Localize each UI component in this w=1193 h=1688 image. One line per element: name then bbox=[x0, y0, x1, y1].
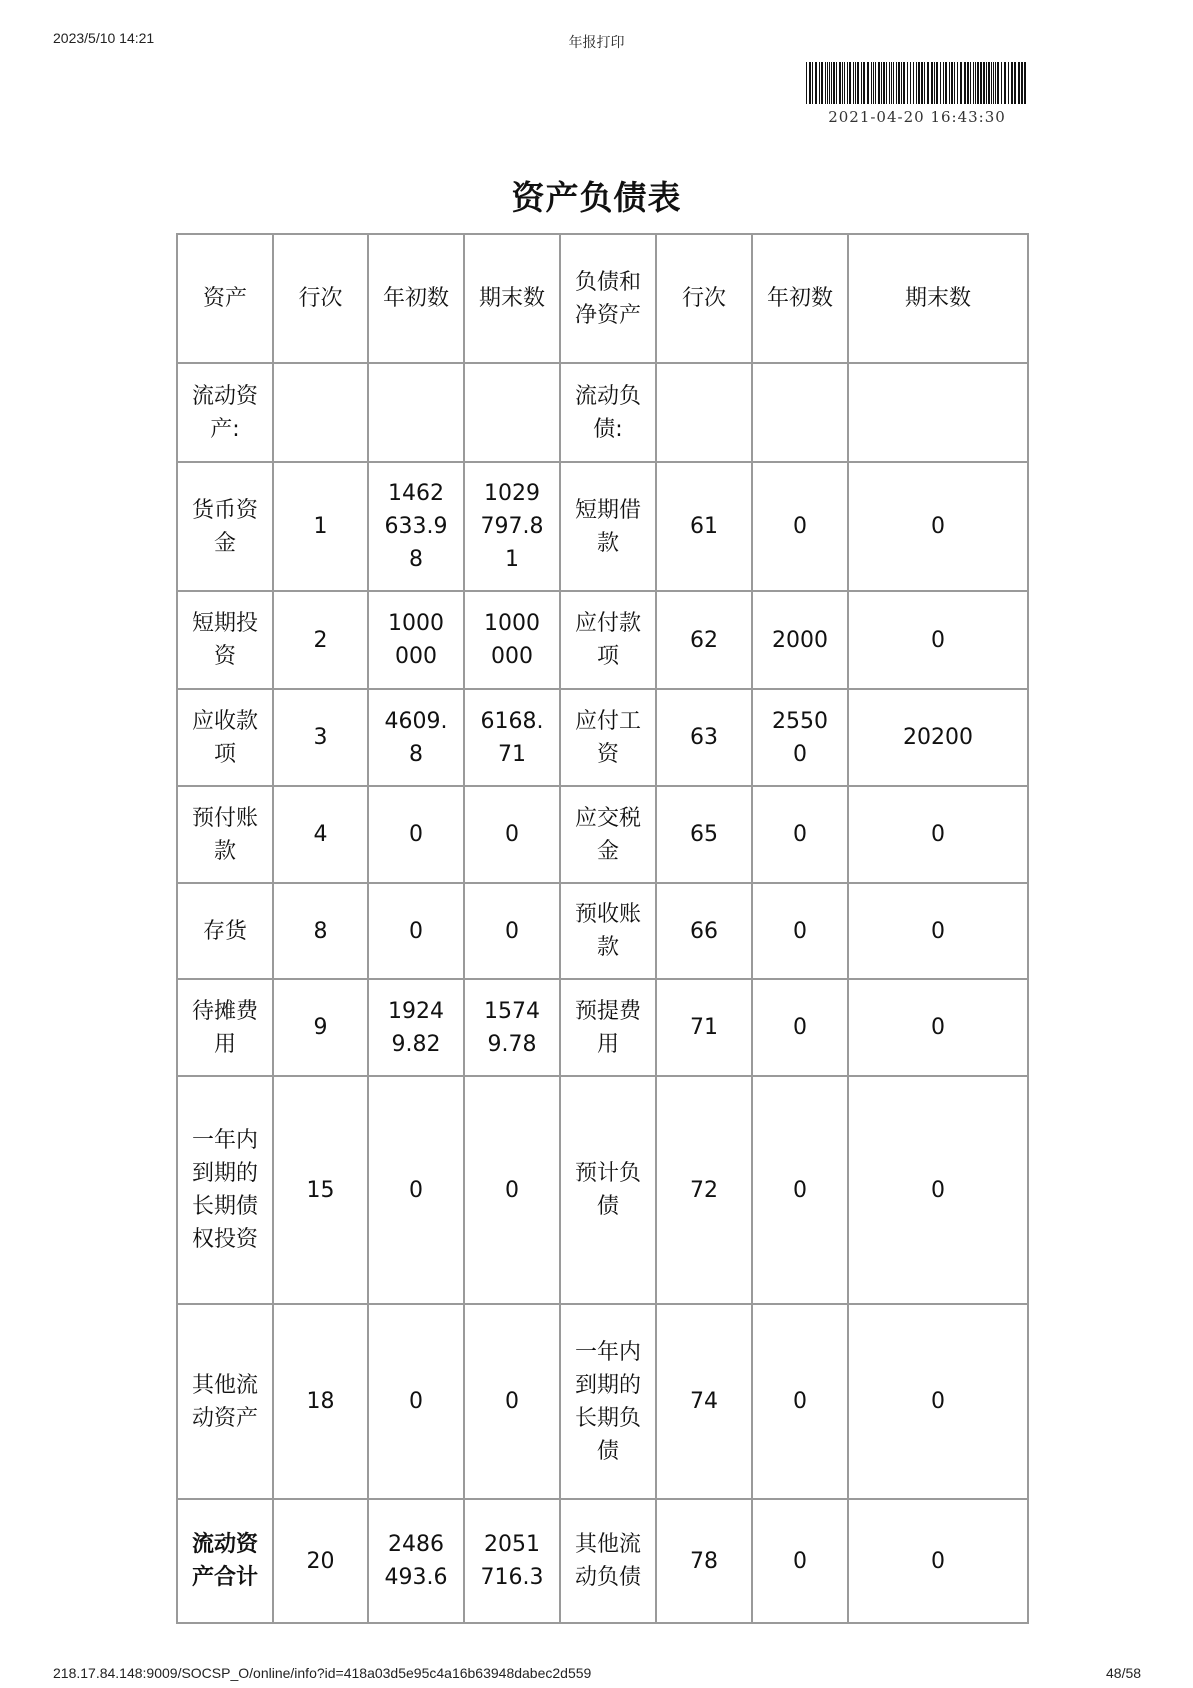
table-cell: 一年内到期的长期负债 bbox=[560, 1304, 656, 1499]
table-cell: 0 bbox=[848, 1304, 1028, 1499]
table-cell: 预付账款 bbox=[177, 786, 273, 883]
table-cell: 15749.78 bbox=[464, 979, 560, 1076]
header-cell: 年初数 bbox=[368, 234, 464, 363]
table-cell: 0 bbox=[848, 1499, 1028, 1623]
table-cell: 4 bbox=[273, 786, 368, 883]
table-cell: 待摊费用 bbox=[177, 979, 273, 1076]
table-cell: 1 bbox=[273, 462, 368, 591]
table-cell: 预计负债 bbox=[560, 1076, 656, 1304]
balance-sheet-table bbox=[176, 233, 1029, 1624]
table-cell: 19249.82 bbox=[368, 979, 464, 1076]
table-cell: 其他流动资产 bbox=[177, 1304, 273, 1499]
table-row bbox=[177, 1304, 1028, 1499]
table-cell: 3 bbox=[273, 689, 368, 786]
table-cell: 应付款项 bbox=[560, 591, 656, 689]
print-datetime: 2023/5/10 14:21 bbox=[53, 30, 155, 46]
table-cell: 短期投资 bbox=[177, 591, 273, 689]
table-cell: 0 bbox=[848, 786, 1028, 883]
table-cell: 63 bbox=[656, 689, 752, 786]
header-cell: 期末数 bbox=[848, 234, 1028, 363]
header-cell: 年初数 bbox=[752, 234, 848, 363]
table-cell bbox=[273, 363, 368, 462]
table-row bbox=[177, 1076, 1028, 1304]
table-cell: 0 bbox=[752, 1076, 848, 1304]
table-cell: 0 bbox=[848, 591, 1028, 689]
table-row bbox=[177, 689, 1028, 786]
table-cell: 0 bbox=[752, 462, 848, 591]
table-row bbox=[177, 786, 1028, 883]
table-cell: 25500 bbox=[752, 689, 848, 786]
table-cell: 预收账款 bbox=[560, 883, 656, 979]
table-row bbox=[177, 979, 1028, 1076]
barcode-image bbox=[806, 62, 1028, 104]
table-cell: 74 bbox=[656, 1304, 752, 1499]
table-cell: 货币资金 bbox=[177, 462, 273, 591]
sheet-title: 资产负债表 bbox=[511, 178, 682, 217]
table-cell: 0 bbox=[752, 883, 848, 979]
table-row bbox=[177, 883, 1028, 979]
table-cell: 0 bbox=[752, 786, 848, 883]
table-cell: 71 bbox=[656, 979, 752, 1076]
table-cell bbox=[752, 363, 848, 462]
header-cell: 负债和净资产 bbox=[560, 234, 656, 363]
table-cell: 8 bbox=[273, 883, 368, 979]
header-cell: 期末数 bbox=[464, 234, 560, 363]
table-header-row bbox=[177, 234, 1028, 363]
barcode-timestamp: 2021-04-20 16:43:30 bbox=[828, 108, 1006, 126]
table-cell bbox=[464, 363, 560, 462]
table-cell: 2051716.3 bbox=[464, 1499, 560, 1623]
table-cell: 0 bbox=[752, 1499, 848, 1623]
header-cell: 行次 bbox=[273, 234, 368, 363]
table-cell: 0 bbox=[848, 883, 1028, 979]
table-cell: 应交税金 bbox=[560, 786, 656, 883]
table-cell: 1000000 bbox=[464, 591, 560, 689]
footer-url: 218.17.84.148:9009/SOCSP_O/online/info?id=418a03d5e95c4a16b63948dabec2d559 bbox=[53, 1665, 592, 1681]
table-cell: 预提费用 bbox=[560, 979, 656, 1076]
table-cell bbox=[368, 363, 464, 462]
table-cell: 0 bbox=[368, 883, 464, 979]
table-cell: 0 bbox=[752, 1304, 848, 1499]
table-row bbox=[177, 363, 1028, 462]
table-cell: 应付工资 bbox=[560, 689, 656, 786]
table-cell: 1462633.98 bbox=[368, 462, 464, 591]
table-cell: 0 bbox=[752, 979, 848, 1076]
table-cell: 0 bbox=[848, 1076, 1028, 1304]
table-cell: 1029797.81 bbox=[464, 462, 560, 591]
table-cell: 61 bbox=[656, 462, 752, 591]
table-row bbox=[177, 1499, 1028, 1623]
table-cell: 2486493.6 bbox=[368, 1499, 464, 1623]
table-cell: 15 bbox=[273, 1076, 368, 1304]
table-row bbox=[177, 462, 1028, 591]
table-cell: 其他流动负债 bbox=[560, 1499, 656, 1623]
page-number: 48/58 bbox=[1106, 1665, 1142, 1681]
table-cell: 2 bbox=[273, 591, 368, 689]
table-cell bbox=[656, 363, 752, 462]
table-cell: 流动负债: bbox=[560, 363, 656, 462]
table-cell: 6168.71 bbox=[464, 689, 560, 786]
table-cell: 18 bbox=[273, 1304, 368, 1499]
table-cell: 一年内到期的长期债权投资 bbox=[177, 1076, 273, 1304]
table-cell: 流动资产: bbox=[177, 363, 273, 462]
table-cell: 9 bbox=[273, 979, 368, 1076]
print-title: 年报打印 bbox=[568, 34, 625, 50]
table-cell: 20200 bbox=[848, 689, 1028, 786]
table-cell: 4609.8 bbox=[368, 689, 464, 786]
table-cell: 20 bbox=[273, 1499, 368, 1623]
header-cell: 行次 bbox=[656, 234, 752, 363]
table-cell: 0 bbox=[464, 786, 560, 883]
table-cell: 短期借款 bbox=[560, 462, 656, 591]
table-cell: 78 bbox=[656, 1499, 752, 1623]
table-cell: 62 bbox=[656, 591, 752, 689]
table-cell: 流动资产合计 bbox=[177, 1499, 273, 1623]
table-row bbox=[177, 591, 1028, 689]
table-cell: 0 bbox=[848, 462, 1028, 591]
table-cell: 72 bbox=[656, 1076, 752, 1304]
table-cell: 66 bbox=[656, 883, 752, 979]
table-cell: 0 bbox=[368, 786, 464, 883]
table-cell: 0 bbox=[464, 883, 560, 979]
table-cell: 应收款项 bbox=[177, 689, 273, 786]
table-cell: 存货 bbox=[177, 883, 273, 979]
table-cell: 0 bbox=[848, 979, 1028, 1076]
table-cell: 0 bbox=[368, 1076, 464, 1304]
table-cell bbox=[848, 363, 1028, 462]
table-cell: 65 bbox=[656, 786, 752, 883]
table-cell: 1000000 bbox=[368, 591, 464, 689]
table-cell: 0 bbox=[368, 1304, 464, 1499]
table-cell: 0 bbox=[464, 1076, 560, 1304]
header-cell: 资产 bbox=[177, 234, 273, 363]
table-cell: 0 bbox=[464, 1304, 560, 1499]
table-cell: 2000 bbox=[752, 591, 848, 689]
